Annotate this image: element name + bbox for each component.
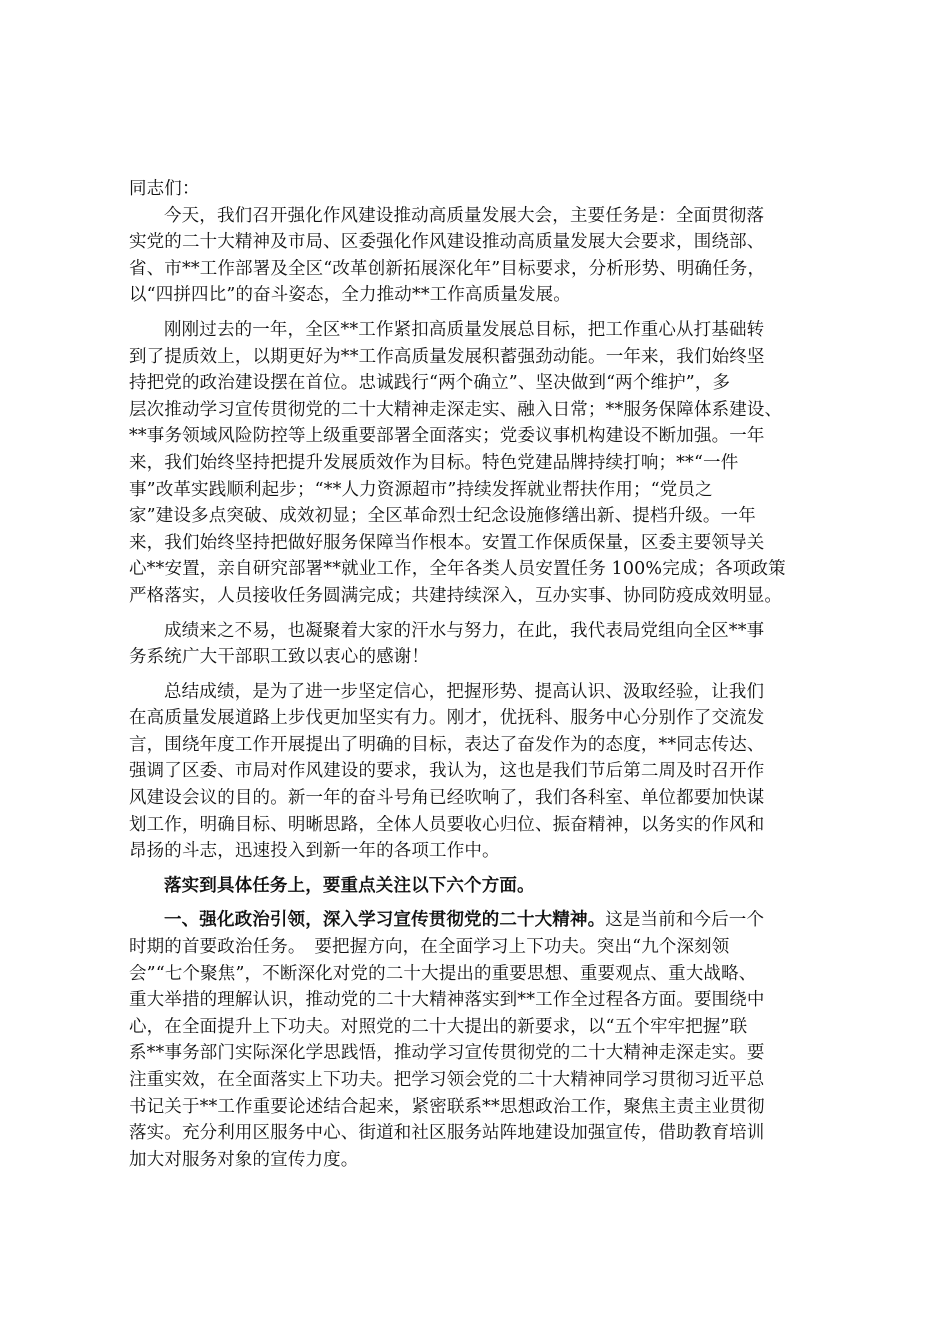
paragraph-line: 加大对服务对象的宣传力度。 [129,1149,359,1170]
paragraph-line: 心**安置，亲自研究部署**就业工作，全年各类人员安置任务 100%完成；各项政策 [129,559,786,580]
paragraph-line: 落实。充分利用区服务中心、街道和社区服务站阵地建设加强宣传，借助教育培训 [129,1123,765,1144]
paragraph-5 [129,873,821,900]
paragraph-line: 风建设会议的目的。新一年的奋斗号角已经吹响了，我们各科室、单位都要加快谋 [129,788,765,809]
paragraph-6 [129,907,821,1173]
paragraph-line: 严格落实，人员接收任务圆满完成；共建持续深入，互办实事、协同防疫成效明显。 [129,585,783,606]
paragraph-text: 这是当前和今后一个 [605,910,765,931]
paragraph-line: 刚刚过去的一年，全区**工作紧扣高质量发展总目标，把工作重心从打基础转 [164,319,765,340]
paragraph-line: 层次推动学习宣传贯彻党的二十大精神走深走实、融入日常；**服务保障体系建设、 [129,399,783,420]
paragraph-4 [129,679,821,865]
paragraph-3 [129,618,821,671]
paragraph-line: 省、市**工作部署及全区“改革创新拓展深化年”目标要求，分析形势、明确任务， [129,258,766,279]
paragraph-line: 来，我们始终坚持把做好服务保障当作根本。安置工作保质保量，区委主要领导关 [129,532,765,553]
paragraph-line: 时期的首要政治任务。 要把握方向，在全面学习上下功夫。突出“九个深刻领 [129,937,730,958]
paragraph-line: 注重实效，在全面落实上下功夫。把学习领会党的二十大精神同学习贯彻习近平总 [129,1070,765,1090]
section-heading-1: 一、强化政治引领，深入学习宣传贯彻党的二十大精神。 [164,910,606,931]
paragraph-line: 实党的二十大精神及市局、区委强化作风建设推动高质量发展大会要求，围绕部、 [129,232,765,253]
section-lead: 落实到具体任务上，要重点关注以下六个方面。 [164,875,535,896]
paragraph-line: 会”“七个聚焦”，不断深化对党的二十大提出的重要思想、重要观点、重大战略、 [129,963,757,984]
paragraph-line: 书记关于**工作重要论述结合起来，紧密联系**思想政治工作，聚焦主责主业贯彻 [129,1096,765,1117]
paragraph-line: 总结成绩，是为了进一步坚定信心，把握形势、提高认识、汲取经验，让我们 [164,681,765,702]
paragraph-line [129,907,821,934]
paragraph-line: 言，围绕年度工作开展提出了明确的目标，表达了奋发作为的态度，**同志传达、 [129,734,765,755]
paragraph-line: 到了提质效上，以期更好为**工作高质量发展积蓄强劲动能。一年来，我们始终坚 [129,346,765,367]
paragraph-line: **事务领域风险防控等上级重要部署全面落实；党委议事机构建设不断加强。一年 [129,426,765,447]
paragraph-line: 系**事务部门实际深化学思践悟，推动学习宣传贯彻党的二十大精神走深走实。要 [129,1043,765,1064]
paragraph-line: 心，在全面提升上下功夫。对照党的二十大提出的新要求，以“五个牢牢把握”联 [129,1016,748,1037]
paragraph-line: 强调了区委、市局对作风建设的要求，我认为，这也是我们节后第二周及时召开作 [129,761,765,782]
paragraph-line: 家”建设多点突破、成效初显；全区革命烈士纪念设施修缮出新、提档升级。一年 [129,506,756,527]
paragraph-1 [129,203,821,309]
paragraph-line: 今天，我们召开强化作风建设推动高质量发展大会，主要任务是：全面贯彻落 [164,205,765,226]
paragraph-line: 在高质量发展道路上步伐更加坚实有力。刚才，优抚科、服务中心分别作了交流发 [129,708,765,729]
paragraph-line: 持把党的政治建设摆在首位。忠诚践行“两个确立”、坚决做到“两个维护”，多 [129,373,731,394]
paragraph-line: 重大举措的理解认识，推动党的二十大精神落实到**工作全过程各方面。要围绕中 [129,990,765,1011]
salutation: 同志们： [129,179,200,199]
paragraph-line: 划工作，明确目标、明晰思路，全体人员要收心归位、振奋精神，以务实的作风和 [129,814,765,835]
paragraph-line: 事”改革实践顺利起步；“**人力资源超市”持续发挥就业帮扶作用；“党员之 [129,479,713,500]
paragraph-2 [129,317,821,610]
paragraph-line: 昂扬的斗志，迅速投入到新一年的各项工作中。 [129,841,500,862]
paragraph-line: 成绩来之不易，也凝聚着大家的汗水与努力，在此，我代表局党组向全区**事 [164,620,765,641]
paragraph-line: 来，我们始终坚持把提升发展质效作为目标。特色党建品牌持续打响；**“一件 [129,452,739,473]
paragraph-line: 以“四拼四比”的奋斗姿态，全力推动**工作高质量发展。 [129,285,571,306]
paragraph-line: 务系统广大干部职工致以衷心的感谢！ [129,647,430,668]
